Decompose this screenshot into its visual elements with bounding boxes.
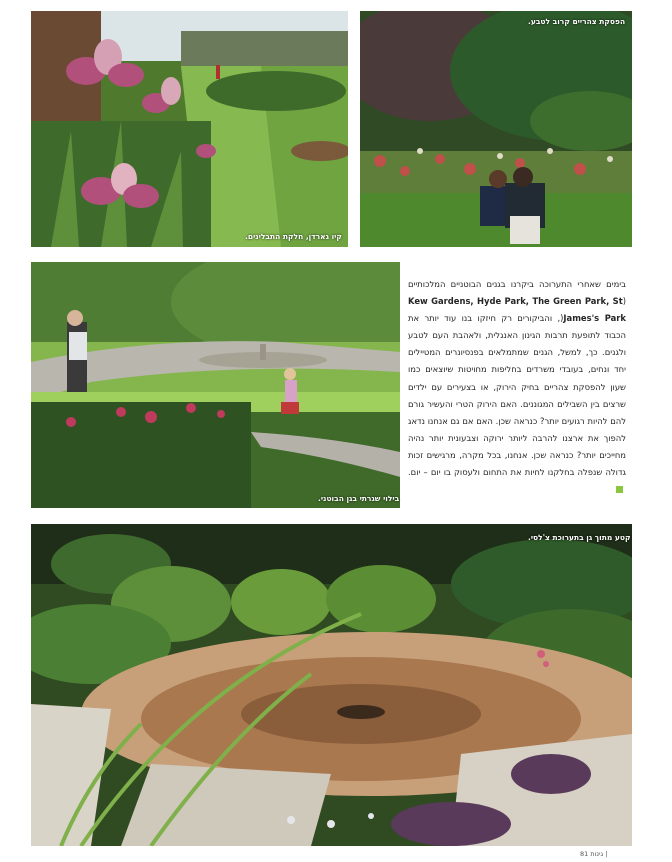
- iris-border-caption: קיו גארדן, חלקת התבלינים.: [245, 232, 342, 241]
- article-body: בימים שאחרי התערוכה ביקרנו בגנים הבוטניים המלכותיים (Kew Gardens, Hyde Park, The Green Park, St James's Park(, והביקורים רק חיזקו בנו עוד יותר את הכבוד לתופעת תרבות הגינון האנגלית, ולאהבת העם לטבע ולגנים. כך, למשל, הגנים שמתמלאים בפנסיונרים המטיילים יחד ונחים, בעובדי משרדים בחליפות מחויטות שיוצאים כמו שעון להפסקת צהריים בחיק הירוק, או בצעירים עם ילדים שרצים בין השבילים המגוננים. האם הירוק הטרי והעשיר גורם להם להיות רגועים יותר? כנראה שכן. האם אם גם אנחנו נדאג להפוך את ארצנו להרבה ליותר ירוקה וצבעונית יותר נהיה מחייכים יותר? כנראה שכן. אנחנו, בכל מקרה, מרגישים זכות גדולה שנפלה בחלקנו לחיות את התחום ולעסוק בו יום – יום.: [408, 276, 626, 498]
- picnic-lawn-caption: הפסקת צהריים קרוב לטבע.: [528, 17, 626, 26]
- article-intro: בימים שאחרי התערוכה ביקרנו בגנים הבוטניים המלכותיים: [408, 279, 626, 289]
- article-main-text: (, והביקורים רק חיזקו בנו עוד יותר את הכבוד לתופעת תרבות הגינון האנגלית, ולאהבת העם לטבע ולגנים. כך, למשל, הגנים שמתמלאים בפנסיונרים המטיילים יחד ונחים, בעובדי משרדים בחליפות מחויטות שיוצאים כמו שעון להפסקת צהריים בחיק הירוק, או בצעירים עם ילדים שרצים בין השבילים המגוננים. האם הירוק הטרי והעשיר גורם להם להיות רגועים יותר? כנראה שכן. האם אם גם אנחנו נדאג להפוך את ארצנו להרבה ליותר ירוקה וצבעונית יותר נהיה מחייכים יותר? כנראה שכן. אנחנו, בכל מקרה, מרגישים זכות גדולה שנפלה בחלקנו לחיות את התחום ולעסוק בו יום – יום.: [408, 313, 626, 478]
- iris-border-photo: [31, 11, 348, 247]
- fountain-path-caption: בילוי שגרתי בגן הבוטני.: [318, 494, 400, 503]
- sunken-garden-photo: [31, 524, 632, 846]
- picnic-lawn-photo: [360, 11, 632, 247]
- page-footer: | גינות 81: [580, 850, 608, 858]
- fountain-path-photo: [31, 262, 400, 508]
- end-square-icon: [616, 486, 623, 493]
- sunken-garden-caption: קטע מתוך גן בתערוכת צ'לסי.: [528, 533, 631, 542]
- gardens-names-en: Kew Gardens, Hyde Park, The Green Park, St James's Park: [408, 296, 626, 324]
